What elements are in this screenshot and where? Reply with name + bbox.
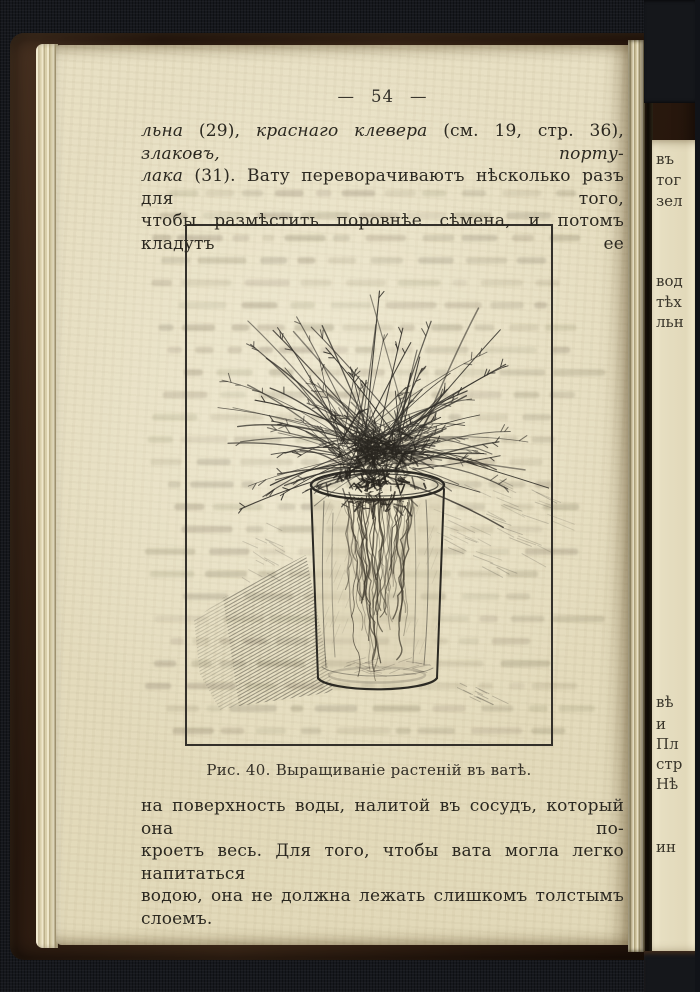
text-roman: (31). Вату переворачиваютъ нѣсколько разъ для того, — [141, 166, 624, 209]
glass-jar — [311, 471, 444, 690]
rightpage-text-fragment: Нѣ — [656, 775, 679, 793]
header-dash-right: — — [410, 87, 428, 106]
text-roman: на поверхность воды, налитой въ сосудъ, который она по- — [141, 796, 624, 839]
paragraph-line — [141, 120, 624, 165]
paragraph-line — [141, 840, 624, 885]
paragraph-line — [141, 210, 624, 255]
rightpage-text-fragment: зел — [656, 192, 683, 210]
text-roman: (29), — [198, 121, 241, 141]
rightpage-text-fragment: въ — [656, 150, 674, 168]
paragraph-line — [141, 165, 624, 210]
text-italic: краснаго клевера — [255, 121, 428, 141]
rightpage-text-fragment: вѣ — [656, 693, 674, 711]
rightpage-text-fragment: стр — [656, 755, 683, 773]
page-number: 54 — [371, 87, 394, 106]
roots-in-water — [322, 488, 439, 687]
paragraph-bottom — [141, 795, 624, 931]
header-dash-left: — — [337, 87, 355, 106]
book-page-left — [56, 45, 630, 945]
paragraph-line — [141, 795, 624, 840]
rightpage-text-fragment: тѣх — [656, 293, 682, 311]
text-roman: чтобы размѣстить поровнѣе сѣмена, и потомъ кладутъ ее — [141, 211, 624, 254]
rightpage-text-fragment: тог — [656, 171, 682, 189]
text-italic: злаковъ, порту- — [141, 143, 624, 164]
text-italic: лака — [141, 166, 184, 187]
text-roman: водою, она не должна лежать слишкомъ толстымъ слоемъ. — [141, 886, 624, 929]
figure-frame — [186, 225, 552, 745]
text-roman: кроетъ весь. Для того, чтобы вата могла легко напитаться — [141, 841, 624, 884]
text-italic: льна — [141, 121, 184, 141]
fore-edge-pages — [628, 40, 645, 952]
page-edge-stack — [36, 44, 58, 948]
rightpage-text-fragment: и — [656, 715, 666, 733]
jar-shadow — [124, 446, 442, 809]
book-page-right-edge — [652, 140, 700, 955]
rightpage-text-fragment: льн — [656, 313, 684, 331]
paragraph-line — [141, 885, 624, 930]
rightpage-text-fragment: ин — [656, 838, 676, 856]
bleedthrough-text-layer — [145, 190, 606, 734]
plant-base-clump — [324, 429, 427, 500]
background-right-edge — [695, 0, 700, 992]
paragraph-top — [141, 120, 624, 256]
grass-plants — [218, 291, 560, 527]
ground-hatching — [242, 478, 574, 705]
page-header — [141, 87, 624, 106]
rightpage-text-fragment: Пл — [656, 735, 679, 753]
background-corner-top-right — [644, 0, 700, 103]
background-corner-bottom-right — [644, 951, 700, 992]
rightpage-text-fragment: вод — [656, 272, 683, 290]
figure-caption: Рис. 40. Выращиваніе растеній въ ватѣ. — [206, 761, 532, 779]
text-roman: (см. 19, стр. 36), — [443, 121, 624, 141]
